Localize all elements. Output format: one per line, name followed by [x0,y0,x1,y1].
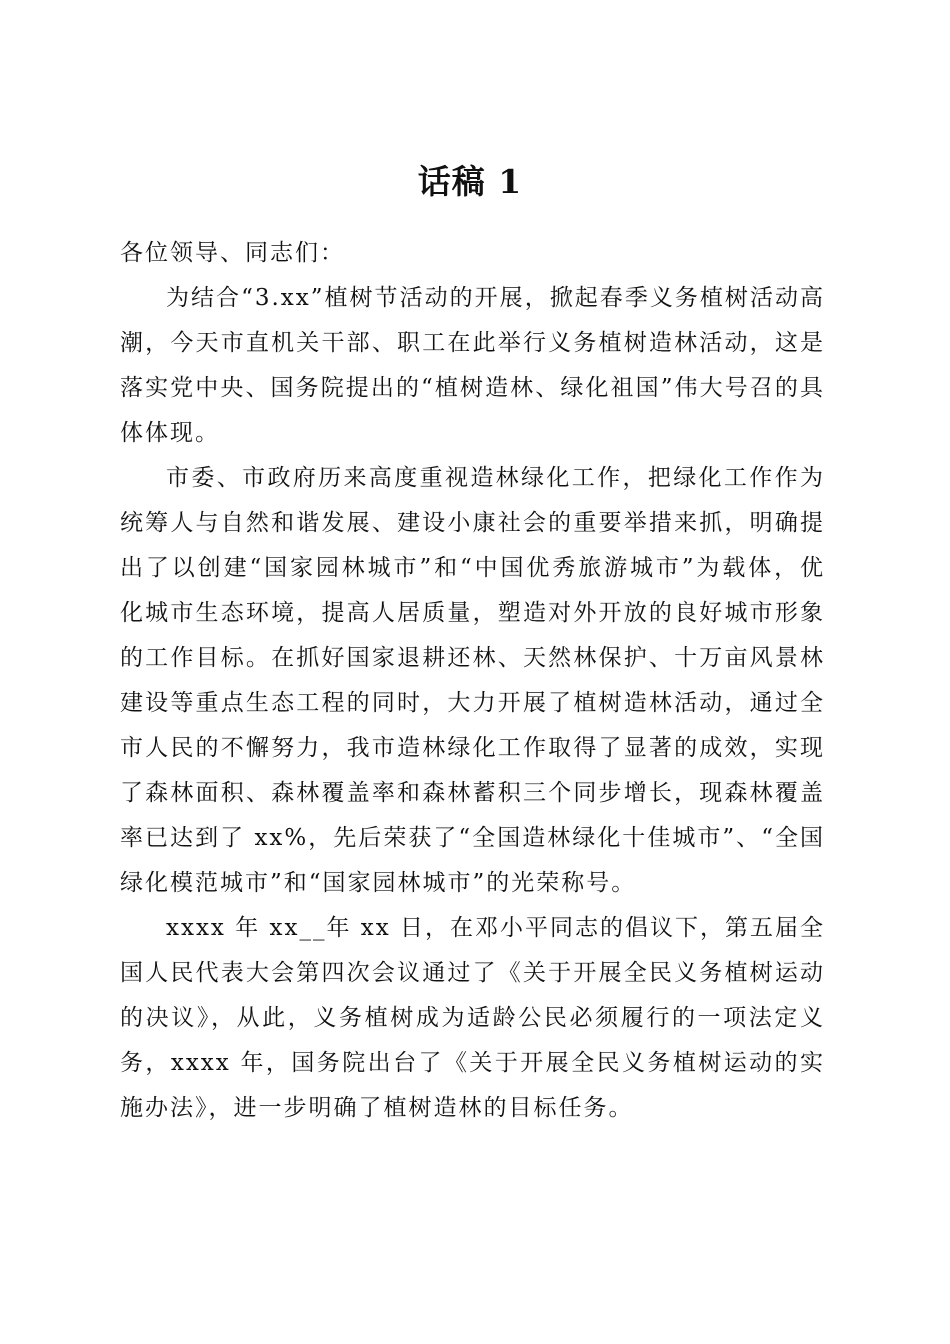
document-title: 话稿 1 [417,162,523,202]
paragraph-3: xxxx 年 xx__年 xx 日，在邓小平同志的倡议下，第五届全国人民代表大会第四次会议通过了《关于开展全民义务植树运动的决议》，从此，义务植树成为适龄公民必须履行的一项法定义务，xxxx 年，国务院出台了《关于开展全民义务植树运动的实施办法》，进一步明确了植树造林的目标任务。 [120,915,826,1121]
paragraph-2: 市委、市政府历来高度重视造林绿化工作，把绿化工作作为统筹人与自然和谐发展、建设小康社会的重要举措来抓，明确提出了以创建“国家园林城市”和“中国优秀旅游城市”为载体，优化城市生态环境，提高人居质量，塑造对外开放的良好城市形象的工作目标。在抓好国家退耕还林、天然林保护、十万亩风景林建设等重点生态工程的同时，大力开展了植树造林活动，通过全市人民的不懈努力，我市造林绿化工作取得了显著的成效，实现了森林面积、森林覆盖率和森林蓄积三个同步增长，现森林覆盖率已达到了 xx%，先后荣获了“全国造林绿化十佳城市”、“全国绿化模范城市”和“国家园林城市”的光荣称号。 [120,465,825,896]
document-body [120,231,825,1131]
paragraph-1: 为结合“3.xx”植树节活动的开展，掀起春季义务植树活动高潮，今天市直机关干部、职工在此举行义务植树造林活动，这是落实党中央、国务院提出的“植树造林、绿化祖国”伟大号召的具体体现。 [120,285,825,446]
salutation: 各位领导、同志们： [120,240,345,266]
